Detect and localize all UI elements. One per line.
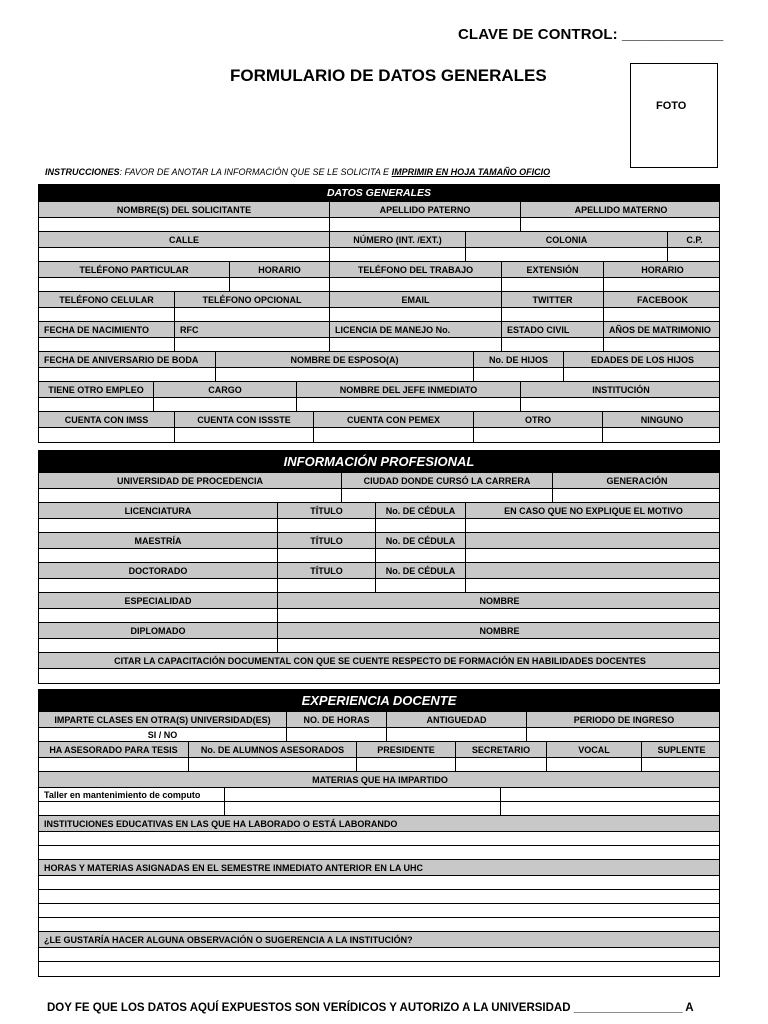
label-row (39, 932, 719, 948)
input-materia-3[interactable] (500, 788, 721, 801)
input-anos-matrimonio[interactable] (603, 338, 721, 351)
input-email[interactable] (329, 308, 501, 321)
input-antiguedad[interactable] (386, 728, 526, 741)
section-header-datos-generales: DATOS GENERALES (39, 185, 719, 202)
label-issste: CUENTA CON ISSSTE (174, 412, 313, 427)
label-row (39, 653, 719, 669)
input-instituciones-1[interactable] (39, 832, 719, 846)
input-no-hijos[interactable] (473, 368, 563, 381)
label-twitter: TWITTER (501, 292, 603, 307)
label-no-horas: NO. DE HORAS (286, 712, 386, 727)
label-cp: C.P. (667, 232, 721, 247)
input-rfc[interactable] (174, 338, 329, 351)
label-titulo: TÍTULO (277, 533, 375, 548)
input-horas-3[interactable] (39, 904, 719, 918)
input-row (39, 489, 719, 503)
label-row (39, 816, 719, 832)
label-row (39, 412, 719, 428)
label-nombre-diplomado: NOMBRE (277, 623, 721, 638)
label-no-hijos: No. DE HIJOS (473, 352, 563, 367)
label-edades-hijos: EDADES DE LOS HIJOS (563, 352, 721, 367)
input-instituciones-2[interactable] (39, 846, 719, 860)
label-row (39, 623, 719, 639)
instructions-lead: INSTRUCCIONES (45, 167, 120, 177)
label-otro: OTRO (473, 412, 602, 427)
label-nombre-especialidad: NOMBRE (277, 593, 721, 608)
label-suplente: SUPLENTE (641, 742, 721, 757)
label-maestria: MAESTRÍA (134, 535, 182, 546)
input-apellido-materno[interactable] (520, 218, 721, 231)
input-capacitacion[interactable] (39, 669, 719, 683)
clave-de-control (458, 26, 723, 43)
label-telefono-trabajo: TELÉFONO DEL TRABAJO (329, 262, 501, 277)
label-calle: CALLE (169, 234, 199, 245)
label-fecha-nacimiento: FECHA DE NACIMIENTO (44, 324, 150, 335)
input-imss[interactable] (39, 428, 174, 442)
label-horario-trabajo: HORARIO (603, 262, 721, 277)
input-extension[interactable] (501, 278, 603, 291)
section-experiencia-docente (38, 689, 720, 977)
label-row (39, 232, 719, 248)
label-telefono-celular: TELÉFONO CELULAR (59, 294, 154, 305)
label-row (39, 292, 719, 308)
label-alumnos-asesorados: No. DE ALUMNOS ASESORADOS (188, 742, 356, 757)
label-ninguno: NINGUNO (602, 412, 721, 427)
si-no-option[interactable]: SI / NO (147, 729, 178, 740)
input-ciudad-carrera[interactable] (341, 489, 552, 502)
label-licencia: LICENCIA DE MANEJO No. (329, 322, 501, 337)
label-telefono-particular: TELÉFONO PARTICULAR (79, 264, 189, 275)
input-numero[interactable] (329, 248, 465, 261)
label-row (39, 382, 719, 398)
photo-label: FOTO (656, 100, 687, 112)
label-colonia: COLONIA (465, 232, 667, 247)
input-cedula[interactable] (375, 579, 465, 592)
input-presidente[interactable] (356, 758, 455, 771)
input-alumnos-asesorados[interactable] (188, 758, 356, 771)
input-nombre-especialidad[interactable] (277, 609, 721, 622)
label-row (39, 772, 719, 788)
input-cargo[interactable] (153, 398, 296, 411)
label-cedula: No. DE CÉDULA (375, 533, 465, 548)
label-vocal: VOCAL (546, 742, 641, 757)
label-antiguedad: ANTIGUEDAD (386, 712, 526, 727)
input-estado-civil[interactable] (501, 338, 603, 351)
input-telefono-particular[interactable] (39, 278, 229, 291)
input-horas-4[interactable] (39, 918, 719, 932)
label-anos-matrimonio: AÑOS DE MATRIMONIO (603, 322, 721, 337)
input-edades-hijos[interactable] (563, 368, 721, 381)
label-cedula: No. DE CÉDULA (375, 563, 465, 578)
label-apellido-materno: APELLIDO MATERNO (520, 202, 721, 217)
label-titulo: TÍTULO (277, 563, 375, 578)
input-aniversario[interactable] (39, 368, 215, 381)
input-universidad[interactable] (39, 489, 341, 502)
label-licenciatura: LICENCIATURA (124, 505, 192, 516)
input-institucion[interactable] (520, 398, 721, 411)
label-cedula: No. DE CÉDULA (375, 503, 465, 518)
label-telefono-opcional: TELÉFONO OPCIONAL (174, 292, 329, 307)
input-asesorado-tesis[interactable] (39, 758, 188, 771)
input-facebook[interactable] (603, 308, 721, 321)
input-row (39, 308, 719, 322)
input-explique-motivo[interactable] (465, 519, 721, 532)
input-row (39, 338, 719, 352)
input-observacion-2[interactable] (39, 962, 719, 976)
input-row (39, 519, 719, 533)
input-row (39, 639, 719, 653)
label-horario: HORARIO (229, 262, 329, 277)
label-asesorado-tesis: HA ASESORADO PARA TESIS (49, 744, 178, 755)
input-no-horas[interactable] (286, 728, 386, 741)
label-materias-impartidas: MATERIAS QUE HA IMPARTIDO (312, 774, 448, 785)
input-materia-2[interactable] (224, 788, 500, 801)
input-otro-empleo[interactable] (39, 398, 153, 411)
label-row (39, 202, 719, 218)
label-row (39, 322, 719, 338)
input-doctorado[interactable] (39, 579, 277, 592)
input-telefono-trabajo[interactable] (329, 278, 501, 291)
input-row (39, 758, 719, 772)
input-suplente[interactable] (641, 758, 721, 771)
input-especialidad[interactable] (39, 609, 277, 622)
materias-row (39, 802, 719, 816)
input-horario[interactable] (229, 278, 329, 291)
input-cedula[interactable] (375, 519, 465, 532)
input-nombre-diplomado[interactable] (277, 639, 721, 652)
input-titulo[interactable] (277, 519, 375, 532)
label-presidente: PRESIDENTE (356, 742, 455, 757)
input-otro[interactable] (473, 428, 602, 442)
label-row (39, 860, 719, 876)
label-cargo: CARGO (153, 382, 296, 397)
label-universidad: UNIVERSIDAD DE PROCEDENCIA (116, 475, 264, 486)
label-doctorado: DOCTORADO (128, 565, 188, 576)
input-telefono-opcional[interactable] (174, 308, 329, 321)
label-row (39, 563, 719, 579)
input-colonia[interactable] (465, 248, 667, 261)
label-row (39, 593, 719, 609)
label-institucion: INSTITUCIÓN (520, 382, 721, 397)
input-titulo[interactable] (277, 549, 375, 562)
label-nombre-esposo: NOMBRE DE ESPOSO(A) (215, 352, 473, 367)
input-calle[interactable] (39, 248, 329, 261)
label-row (39, 352, 719, 368)
label-row (39, 533, 719, 549)
input-row (39, 428, 719, 442)
label-secretario: SECRETARIO (455, 742, 546, 757)
input-licencia[interactable] (329, 338, 501, 351)
input-pemex[interactable] (313, 428, 473, 442)
section-datos-generales (38, 184, 720, 443)
input-motivo-doctorado[interactable] (465, 563, 721, 578)
label-horas-materias: HORAS Y MATERIAS ASIGNADAS EN EL SEMESTRE INMEDIATO ANTERIOR EN LA UHC (44, 862, 424, 873)
label-aniversario: FECHA DE ANIVERSARIO DE BODA (44, 354, 199, 365)
label-diplomado: DIPLOMADO (130, 625, 186, 636)
label-estado-civil: ESTADO CIVIL (501, 322, 603, 337)
input-materia-4[interactable] (39, 802, 224, 815)
label-nombre: NOMBRE(S) DEL SOLICITANTE (116, 204, 252, 215)
label-periodo-ingreso: PERIODO DE INGRESO (526, 712, 721, 727)
label-row (39, 712, 719, 728)
input-row (39, 278, 719, 292)
label-rfc: RFC (174, 322, 329, 337)
input-row (39, 218, 719, 232)
label-row (39, 503, 719, 519)
input-maestria[interactable] (39, 549, 277, 562)
photo-box[interactable] (630, 63, 718, 168)
label-imparte-clases: IMPARTE CLASES EN OTRA(S) UNIVERSIDAD(ES) (54, 714, 271, 725)
input-fecha-nacimiento[interactable] (39, 338, 174, 351)
label-generacion: GENERACIÓN (552, 473, 721, 488)
input-row (39, 549, 719, 563)
section-header-experiencia-docente: EXPERIENCIA DOCENTE (39, 690, 719, 712)
input-diplomado[interactable] (39, 639, 277, 652)
input-materia-6[interactable] (500, 802, 721, 815)
input-cp[interactable] (667, 248, 721, 261)
input-row (39, 398, 719, 412)
input-motivo-maestria[interactable] (465, 533, 721, 548)
input-observacion-1[interactable] (39, 948, 719, 962)
input-generacion[interactable] (552, 489, 721, 502)
label-row (39, 473, 719, 489)
input-motivo-doctorado-2[interactable] (465, 579, 721, 592)
materia-entry[interactable]: Taller en mantenimiento de computo (44, 789, 201, 800)
label-email: EMAIL (329, 292, 501, 307)
instructions-body: : FAVOR DE ANOTAR LA INFORMACIÓN QUE SE LE SOLICITA E (119, 167, 392, 177)
label-ciudad-carrera: CIUDAD DONDE CURSÓ LA CARRERA (341, 473, 552, 488)
input-row (39, 728, 719, 742)
input-motivo-maestria-2[interactable] (465, 549, 721, 562)
label-pemex: CUENTA CON PEMEX (313, 412, 473, 427)
label-facebook: FACEBOOK (603, 292, 721, 307)
input-horas-1[interactable] (39, 876, 719, 890)
label-especialidad: ESPECIALIDAD (124, 595, 192, 606)
input-horario-trabajo[interactable] (603, 278, 721, 291)
input-issste[interactable] (174, 428, 313, 442)
label-row (39, 262, 719, 278)
form-title: FORMULARIO DE DATOS GENERALES (230, 66, 547, 85)
section-informacion-profesional (38, 450, 720, 684)
label-numero: NÚMERO (INT. /EXT.) (329, 232, 465, 247)
label-extension: EXTENSIÓN (501, 262, 603, 277)
label-instituciones-educativas: INSTITUCIONES EDUCATIVAS EN LAS QUE HA LABORADO O ESTÁ LABORANDO (44, 818, 398, 829)
input-materia-5[interactable] (224, 802, 500, 815)
input-cedula[interactable] (375, 549, 465, 562)
clave-input-line[interactable]: ____________ (622, 26, 724, 43)
label-apellido-paterno: APELLIDO PATERNO (329, 202, 520, 217)
label-jefe-inmediato: NOMBRE DEL JEFE INMEDIATO (296, 382, 520, 397)
input-nombre[interactable] (39, 218, 329, 231)
input-nombre-esposo[interactable] (215, 368, 473, 381)
input-vocal[interactable] (546, 758, 641, 771)
input-apellido-paterno[interactable] (329, 218, 520, 231)
input-periodo-ingreso[interactable] (526, 728, 721, 741)
input-twitter[interactable] (501, 308, 603, 321)
declaration-text: DOY FE QUE LOS DATOS AQUÍ EXPUESTOS SON VERÍDICOS Y AUTORIZO A LA UNIVERSIDAD _________________ A (47, 1002, 694, 1014)
label-explique-motivo: EN CASO QUE NO EXPLIQUE EL MOTIVO (465, 503, 721, 518)
clave-label: CLAVE DE CONTROL: (458, 26, 618, 43)
label-capacitacion: CITAR LA CAPACITACIÓN DOCUMENTAL CON QUE SE CUENTE RESPECTO DE FORMACIÓN EN HABILIDADES DOCENTES (114, 655, 646, 666)
instructions (45, 167, 550, 177)
input-secretario[interactable] (455, 758, 546, 771)
label-row (39, 742, 719, 758)
input-row (39, 248, 719, 262)
input-row (39, 609, 719, 623)
section-header-informacion-profesional: INFORMACIÓN PROFESIONAL (39, 451, 719, 473)
input-ninguno[interactable] (602, 428, 721, 442)
label-otro-empleo: TIENE OTRO EMPLEO (48, 384, 144, 395)
materias-row (39, 788, 719, 802)
input-row (39, 579, 719, 593)
input-titulo[interactable] (277, 579, 375, 592)
input-horas-2[interactable] (39, 890, 719, 904)
input-row (39, 368, 719, 382)
input-licenciatura[interactable] (39, 519, 277, 532)
input-jefe-inmediato[interactable] (296, 398, 520, 411)
input-telefono-celular[interactable] (39, 308, 174, 321)
label-titulo: TÍTULO (277, 503, 375, 518)
instructions-emphasis: IMPRIMIR EN HOJA TAMAÑO OFICIO (391, 167, 551, 177)
label-observacion: ¿LE GUSTARÍA HACER ALGUNA OBSERVACIÓN O SUGERENCIA A LA INSTITUCIÓN? (44, 934, 413, 945)
label-imss: CUENTA CON IMSS (64, 414, 149, 425)
